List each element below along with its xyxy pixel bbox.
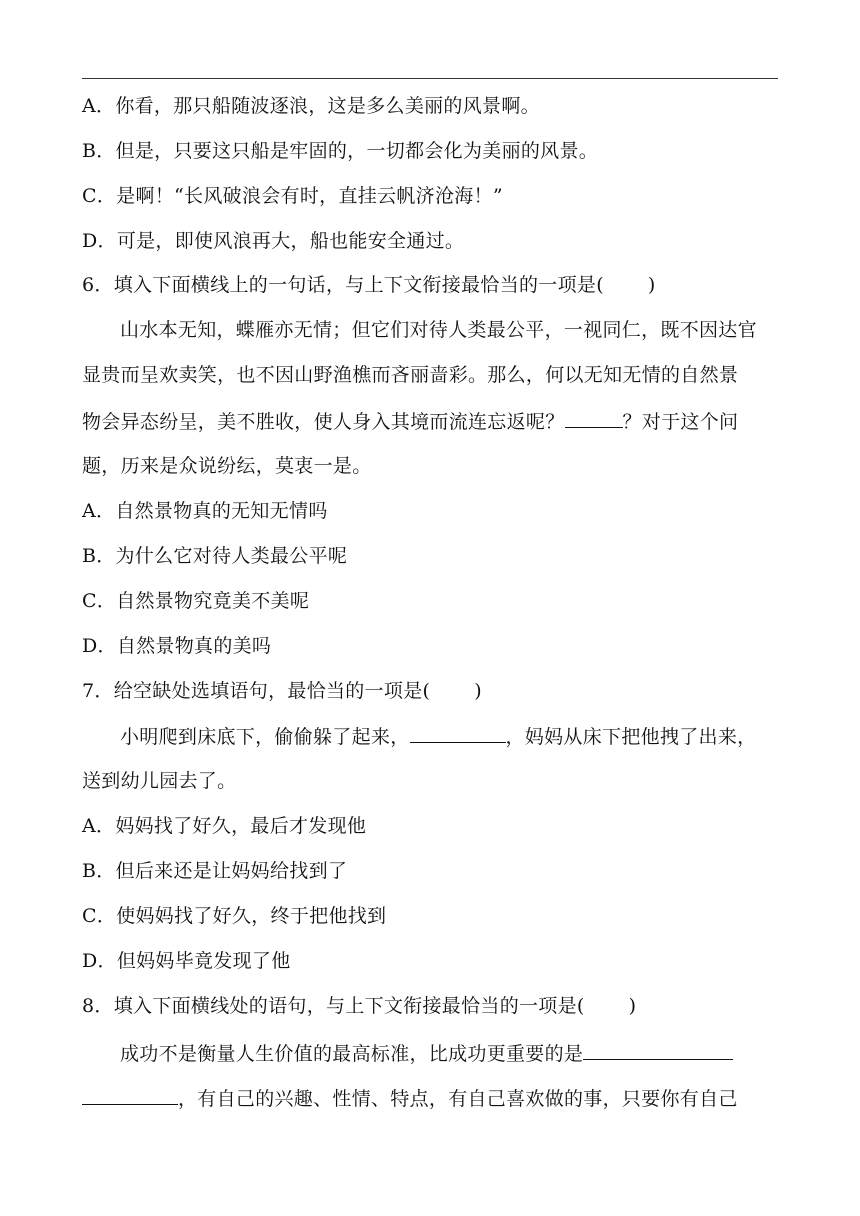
q7-passage-line-1b: ，妈妈从床下把他拽了出来， (505, 726, 757, 748)
q6-stem-text: 6．填入下面横线上的一句话，与上下文衔接最恰当的一项是( (82, 274, 604, 296)
q6-passage-line-4: 题，历来是众说纷纭，莫衷一是。 (82, 455, 372, 477)
q7-passage-line-1 (120, 724, 778, 749)
q7-option-c: C．使妈妈找了好久，终于把他找到 (82, 905, 387, 927)
q8-passage-line-1 (120, 1041, 778, 1066)
q6-passage-line-1: 山水本无知，蝶雁亦无情；但它们对待人类最公平，一视同仁，既不因达官 (120, 319, 757, 341)
q8-passage-line-2a: ，有自己的兴趣、性情、特点，有自己喜欢做的事，只要你有自己 (178, 1088, 738, 1110)
q7-option-d: D．但妈妈毕竟发现了他 (82, 950, 291, 972)
q5-option-a: A．你看，那只船随波逐浪，这是多么美丽的风景啊。 (82, 95, 540, 117)
q6-option-d: D．自然景物真的美吗 (82, 635, 272, 657)
fill-blank (82, 1086, 178, 1105)
q6-option-a: A．自然景物真的无知无情吗 (82, 500, 328, 522)
q7-passage-line-2: 送到幼儿园去了。 (82, 770, 237, 792)
q6-option-b: B．为什么它对待人类最公平呢 (82, 545, 348, 567)
q6-stem-close: ) (647, 274, 656, 296)
q6-passage-line-3a: 物会异态纷呈，美不胜收，使人身入其境而流连忘返呢？ (82, 411, 565, 433)
q7-stem-text: 7．给空缺处选填语句，最恰当的一项是( (82, 680, 431, 702)
q6-option-c: C．自然景物究竟美不美呢 (82, 590, 310, 612)
q7-option-b: B．但后来还是让妈妈给找到了 (82, 860, 348, 882)
q5-option-b: B．但是，只要这只船是牢固的，一切都会化为美丽的风景。 (82, 140, 599, 162)
fill-blank (583, 1041, 733, 1060)
header-rule (82, 78, 778, 79)
q6-passage-line-3b: ？对于这个问 (622, 411, 739, 433)
fill-blank (410, 724, 506, 743)
q7-passage-line-1a: 小明爬到床底下，偷偷躲了起来， (120, 726, 410, 748)
q8-stem-close: ) (628, 995, 637, 1017)
q7-option-a: A．妈妈找了好久，最后才发现他 (82, 815, 367, 837)
q5-option-c: C．是啊！“长风破浪会有时，直挂云帆济沧海！” (82, 185, 503, 207)
q6-passage-line-2: 显贵而呈欢卖笑，也不因山野渔樵而吝丽啬彩。那么，何以无知无情的自然景 (82, 364, 739, 386)
q7-stem-close: ) (474, 680, 482, 702)
fill-blank (565, 409, 623, 428)
q8-stem (82, 994, 778, 1018)
q8-passage-line-2 (82, 1086, 778, 1111)
q5-option-d: D．可是，即使风浪再大，船也能安全通过。 (82, 230, 465, 252)
q7-stem (82, 679, 778, 703)
q8-stem-text: 8．填入下面横线处的语句，与上下文衔接最恰当的一项是( (82, 995, 585, 1017)
q6-stem (82, 273, 778, 297)
q6-passage-line-3 (82, 409, 778, 434)
q8-passage-line-1a: 成功不是衡量人生价值的最高标准，比成功更重要的是 (120, 1043, 584, 1065)
